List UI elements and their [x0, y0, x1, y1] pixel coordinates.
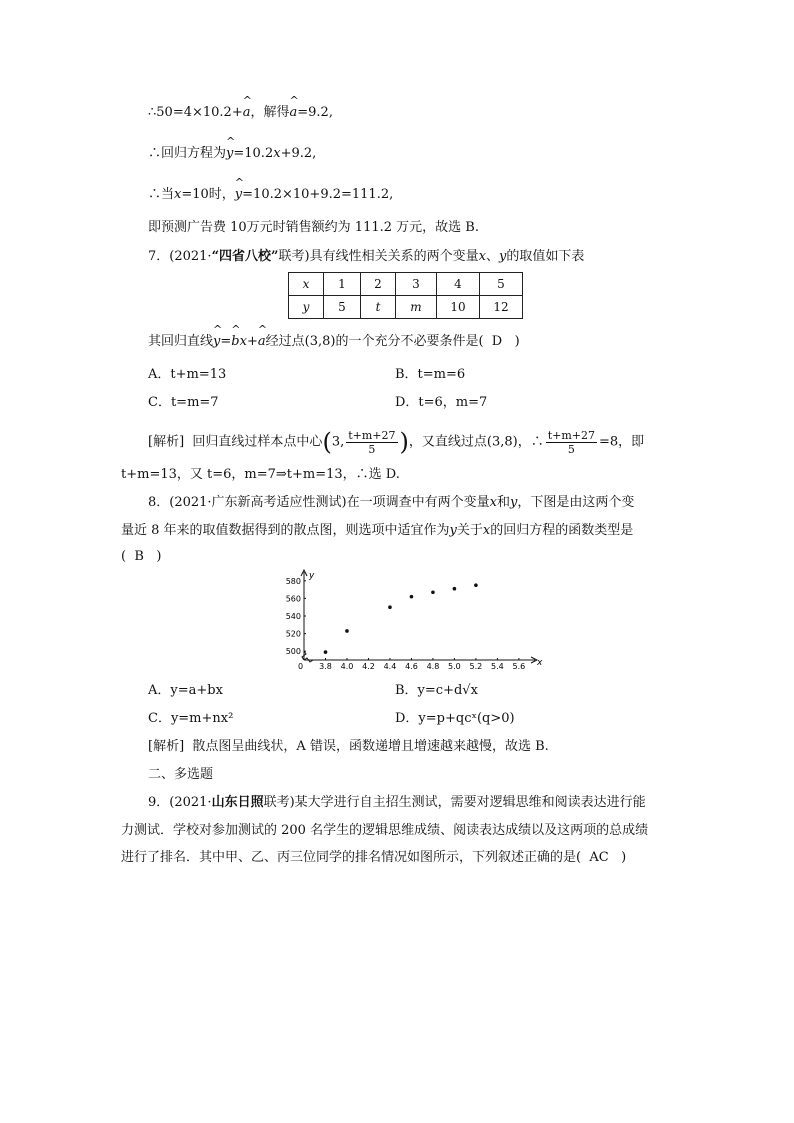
- var-x: x: [239, 334, 247, 349]
- table-cell: y: [289, 296, 324, 319]
- text: 联考)具有线性相关关系的两个变量: [278, 249, 479, 264]
- table-cell: 2: [361, 273, 396, 296]
- q7-option-a: A．t+m=13: [148, 367, 227, 382]
- var-x: x: [174, 187, 182, 202]
- var-y: y: [510, 495, 518, 510]
- q7-question-line: [148, 333, 520, 351]
- x-tick-label: 5.4: [491, 662, 504, 671]
- fraction: [346, 429, 397, 456]
- fraction-denominator: 5: [368, 442, 376, 456]
- q8-stem-line1: [148, 494, 634, 512]
- x-tick-label: 4.2: [362, 662, 375, 671]
- text: ∴当: [148, 187, 175, 202]
- var-y: y: [498, 249, 507, 264]
- table-cell: 1: [324, 273, 361, 296]
- solution6-line4: 即预测广告费 10万元时销售额约为 111.2 万元，故选 B.: [148, 220, 479, 235]
- text: =8，即: [599, 434, 645, 450]
- q7-option-c: C．t=m=7: [148, 395, 219, 410]
- table-cell: 5: [324, 296, 361, 319]
- x-tick-label: 5.0: [448, 662, 461, 671]
- var-x: x: [489, 495, 497, 510]
- scatter-point: [324, 650, 328, 654]
- text: 联考)某大学进行自主招生测试，需要对逻辑思维和阅读表达进行能: [263, 795, 646, 810]
- q8-option-c: C．y=m+nx²: [148, 711, 234, 726]
- q8-stem-line2: [121, 522, 633, 540]
- text: 关于: [456, 523, 483, 538]
- analysis-label: [解析]: [148, 434, 185, 450]
- y-tick-label: 560: [285, 594, 301, 604]
- text: =: [220, 334, 232, 349]
- table-cell: 4: [437, 273, 480, 296]
- origin-label: 0: [298, 662, 304, 671]
- text: ，下图是由这两个变: [517, 495, 635, 510]
- fraction: [546, 429, 597, 456]
- section-heading: 二、多选题: [148, 767, 214, 782]
- text: (: [121, 549, 127, 564]
- text: 的回归方程的函数类型是: [490, 523, 634, 538]
- scatter-point: [388, 605, 392, 609]
- text: ): [621, 850, 627, 865]
- answer-text: AC: [589, 850, 609, 865]
- y-tick-label: 540: [285, 612, 301, 621]
- scatter-point: [474, 583, 478, 587]
- x-tick-label: 4.0: [340, 662, 354, 671]
- answer-text: B: [134, 549, 144, 564]
- text: 9．(2021·: [148, 795, 212, 810]
- q7-value-table: [288, 272, 523, 319]
- solution6-line1: [148, 104, 333, 122]
- text: ，又直线过点(3,8)，∴: [408, 434, 544, 450]
- q8-option-d: D．y=p+qcˣ(q>0): [395, 711, 515, 726]
- var-a-hat: ^ a: [290, 104, 298, 122]
- q9-stem-line1: [148, 794, 646, 812]
- text: +9.2,: [280, 146, 317, 161]
- table-row: [289, 296, 523, 319]
- y-tick-label: 500: [285, 647, 301, 657]
- fraction-numerator: t+m+27: [547, 428, 596, 442]
- paren-right: ): [399, 428, 409, 456]
- text: 进行了排名．其中甲、乙、丙三位同学的排名情况如图所示，下列叙述正确的是(: [121, 850, 582, 865]
- q7-option-b: B．t=m=6: [395, 367, 466, 382]
- text: 3,: [331, 434, 345, 450]
- var-y-hat: ^ y: [235, 186, 242, 204]
- scatter-point: [453, 587, 457, 591]
- text: 散点图呈曲线状，A 错误，函数递增且增速越来越慢，故选 B.: [192, 739, 549, 754]
- text: 经过点(3,8)的一个充分不必要条件是(: [265, 334, 484, 349]
- var-y-hat: ^ y: [213, 333, 220, 351]
- q7-option-d: D．t=6，m=7: [395, 395, 488, 410]
- table-row: [289, 273, 523, 296]
- x-tick-label: 4.8: [426, 662, 440, 671]
- q9-stem-line2: 力测试．学校对参加测试的 200 名学生的逻辑思维成绩、阅读表达成绩以及这两项的总成绩: [121, 823, 649, 838]
- text-bold: “四省八校”: [211, 249, 279, 264]
- text: ∴回归方程为: [148, 146, 227, 161]
- answer-text: D: [491, 334, 503, 349]
- scatter-point: [410, 595, 414, 599]
- text: =9.2,: [297, 105, 333, 120]
- q7-stem: [148, 248, 584, 266]
- text: +: [246, 334, 258, 349]
- text: =10.2×10+9.2=111.2,: [242, 187, 394, 202]
- analysis-label: [解析]: [148, 739, 185, 754]
- y-axis-label: y: [309, 571, 315, 581]
- x-axis-label: x: [537, 658, 543, 668]
- q8-option-a: A．y=a+bx: [148, 683, 223, 698]
- var-y-hat: ^ y: [226, 145, 233, 163]
- q7-analysis-line2: t+m=13，又 t=6，m=7⇒t+m=13，∴选 D.: [121, 467, 400, 482]
- table-cell: 10: [437, 296, 480, 319]
- var-y: y: [449, 523, 457, 538]
- table-cell: x: [289, 273, 324, 296]
- y-tick-label: 580: [285, 576, 301, 586]
- var-b-hat: ^ b: [231, 333, 239, 351]
- text: 其回归直线: [148, 334, 214, 349]
- q8-analysis: [148, 738, 549, 756]
- text: 的取值如下表: [506, 249, 585, 264]
- x-tick-label: 4.4: [383, 662, 397, 671]
- var-x: x: [273, 146, 281, 161]
- x-tick-label: 4.6: [405, 662, 418, 671]
- text: =10.2: [233, 146, 274, 161]
- chart-layer: [286, 570, 543, 671]
- fraction-denominator: 5: [567, 442, 575, 456]
- text: 量近 8 年来的取值数据得到的散点图，则选项中适宜作为: [121, 523, 450, 538]
- text: 、: [485, 249, 499, 264]
- table-cell: m: [396, 296, 437, 319]
- paren-left: (: [322, 428, 332, 456]
- q7-analysis-line1: [148, 428, 644, 457]
- text: 和: [496, 495, 510, 510]
- x-tick-label: 5.2: [469, 662, 483, 671]
- table-cell: 3: [396, 273, 437, 296]
- var-x: x: [478, 249, 486, 264]
- table-cell: 5: [480, 273, 523, 296]
- var-a-hat: ^ a: [243, 104, 251, 122]
- solution6-line2: [148, 145, 316, 163]
- text-bold: 山东日照: [211, 795, 264, 810]
- fraction-numerator: t+m+27: [348, 428, 396, 442]
- scatter-point: [345, 629, 349, 633]
- text: 回归直线过样本点中心: [192, 434, 323, 450]
- scatter-chart: [280, 566, 550, 676]
- table-cell: 12: [480, 296, 523, 319]
- text: ，解得: [250, 105, 290, 120]
- x-tick-label: 5.6: [512, 662, 526, 671]
- text: ): [514, 334, 520, 349]
- var-a-hat: ^ a: [258, 333, 266, 351]
- x-tick-label: 3.8: [319, 662, 332, 671]
- text: ∴50=4×10.2+: [148, 105, 243, 120]
- q9-stem-line3: [121, 849, 626, 867]
- solution6-line3: [148, 186, 393, 204]
- text: ): [156, 549, 162, 564]
- table-cell: t: [361, 296, 396, 319]
- scatter-point: [431, 590, 435, 594]
- text: =10时，: [181, 187, 235, 202]
- q8-stem-line3: [121, 548, 161, 566]
- text: 8．(2021·广东新高考适应性测试)在一项调查中有两个变量: [148, 495, 490, 510]
- var-x: x: [482, 523, 491, 538]
- text: 7．(2021·: [148, 249, 212, 264]
- q8-option-b: B．y=c+d√x: [395, 683, 478, 698]
- y-tick-label: 520: [285, 629, 301, 639]
